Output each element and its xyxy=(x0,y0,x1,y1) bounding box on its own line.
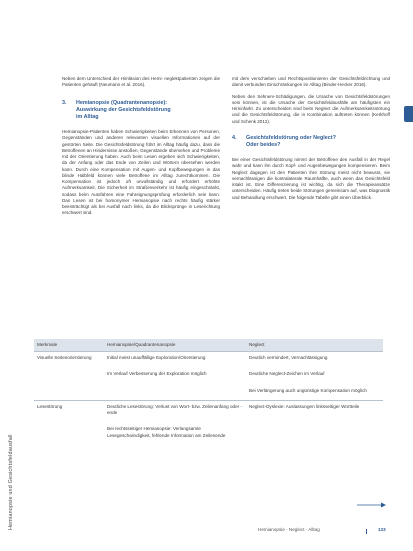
continue-arrow-icon xyxy=(357,501,387,509)
cell-text: Deutlich vermindert, Vernachlässigung xyxy=(249,355,328,360)
header-neglect: Neglect xyxy=(246,339,383,352)
cell-text: Initial meist unauffällige Exploration/Orientierung xyxy=(107,355,206,360)
cell-text: Deutliche Lesestörung: Verlust von Wort- bzw. Zeilenanfang oder -ende xyxy=(107,403,242,416)
comparison-table xyxy=(34,339,383,445)
chapter-tab xyxy=(404,106,413,122)
page-number: 133 xyxy=(378,527,386,532)
neglect-cell xyxy=(246,400,383,445)
side-label-text: Hemianopsie und Gesichtsfeldausfall xyxy=(8,434,14,530)
header-hemianopsie: Hemianopsie/Quadrantenanopsie xyxy=(104,339,246,352)
cell-text: Deutliche Neglect-Zeichen im Verlauf xyxy=(249,371,325,377)
cell-text: Im Verlauf Verbesserung der Exploration möglich xyxy=(107,371,207,377)
cell-text: Neglect-Dyslexie: Auslassungen linksseitiger Wortteile xyxy=(249,403,360,409)
right-second-paragraph: Neben den Sehnerv-Schädigungen, die Ursache von Gesichtsfeldstörungen sein können, ist die Ursache der Gesichtsfeldausfälle am häufigsten ein Hirninfarkt. Zu unterscheiden sind beim Neglect die Aufmerksamkeitsstörung und die Gesichtsfeldstörung, die in Kombination auftreten können (Kerkhoff und Schenk 2012). xyxy=(232,93,390,124)
running-side-label xyxy=(4,310,18,530)
section-4-heading xyxy=(232,135,390,149)
section-3-number: 3. xyxy=(62,99,67,106)
left-column xyxy=(62,76,220,222)
right-column xyxy=(232,76,390,206)
footer-running-title: Hemianopsie · Neglect · Alltag xyxy=(258,527,320,532)
section-4-number: 4. xyxy=(232,134,237,141)
left-intro-paragraph: Neben dem Unterschied der Hirnläsion des Hemi- neglektpatienten zeigen die Patienten gehäuft (Neumann et al. 2016). xyxy=(62,76,220,88)
hemianopsie-cell xyxy=(104,352,246,401)
section-3-heading xyxy=(62,100,220,122)
neglect-cell xyxy=(246,352,383,401)
header-merkmale: Merkmale xyxy=(34,339,104,352)
footer-divider xyxy=(366,529,367,534)
left-body-paragraph: Hemianopsie-Patienten haben Schwierigkeiten beim Erkennen von Personen, Gegenständen und anderen relevanten visuellen Informationen auf der gestörten Seite. Die Gesichtsfeldstörung führt im Alltag häufig dazu, dass die Betroffenen an Hindernisse anstoßen, Gegenstände übersehen und Probleme mit der Orientierung haben. Auch beim Lesen ergeben sich Schwierigkeiten, da der Anfang oder das Ende von Zeilen und Wörtern übersehen werden kann. Durch eine Kompensation mit Augen- und Kopfbewegungen in das blinde Halbfeld können viele Betroffene im Alltag zurechtkommen. Die Kompensation ist jedoch oft unvollständig und erfordert erhöhte Aufmerksamkeit. Die Sicherheit im Straßenverkehr ist häufig eingeschränkt, sodass beim Autofahren eine Fahreignungsprüfung erforderlich sein kann. Das Lesen ist bei homonymer Hemianopsie nach rechts häufig stärker beeinträchtigt als bei Ausfall nach links, da die Blicksprünge in Leserichtung erschwert sind. xyxy=(62,129,220,216)
feature-cell: Lesestörung xyxy=(34,400,104,445)
section-3-title: Hemianopsie (Quadrantenanopsie): Auswirkung der Gesichtsfeldstörung im Alltag xyxy=(76,99,171,120)
right-intro-paragraph: mit dem verschieben und Rechtspositionieren der Gesichtsfeldrichtung und damit verbunden Einschränkungen im Alltag (Binder-Hecker 2016). xyxy=(232,76,390,88)
cell-text: Bei rechtsseitiger Hemianopsie: Verlangsamte Lesegeschwindigkeit, fehlende Information am Zeilenende xyxy=(107,426,226,438)
table-header-row xyxy=(34,339,383,352)
table-row xyxy=(34,352,383,401)
table-row xyxy=(34,400,383,445)
cell-text: Bei Verlängerung auch ungünstige Kompensation möglich xyxy=(249,387,367,393)
hemianopsie-cell xyxy=(104,400,246,445)
feature-cell: Visuelle Seitenorientierung xyxy=(34,352,104,401)
section-4-title: Gesichtsfeldstörung oder Neglect? Oder beides? xyxy=(246,134,336,148)
right-body-paragraph: Bei einer Gesichtsfeldstörung nimmt der Betroffene den Ausfall in der Regel wahr und kann ihn durch Kopf- und Augenbewegungen kompensieren. Beim Neglect dagegen ist den Patienten ihre Störung meist nicht bewusst, sie vernachlässigen die kontralaterale Raumhälfte, auch wenn das Gesichtsfeld intakt ist. Eine Differenzierung ist wichtig, da sich die Therapieansätze unterscheiden. Häufig treten beide Störungen gemeinsam auf, was Diagnostik und Behandlung erschwert. Die folgende Tabelle gibt einen Überblick. xyxy=(232,157,390,200)
